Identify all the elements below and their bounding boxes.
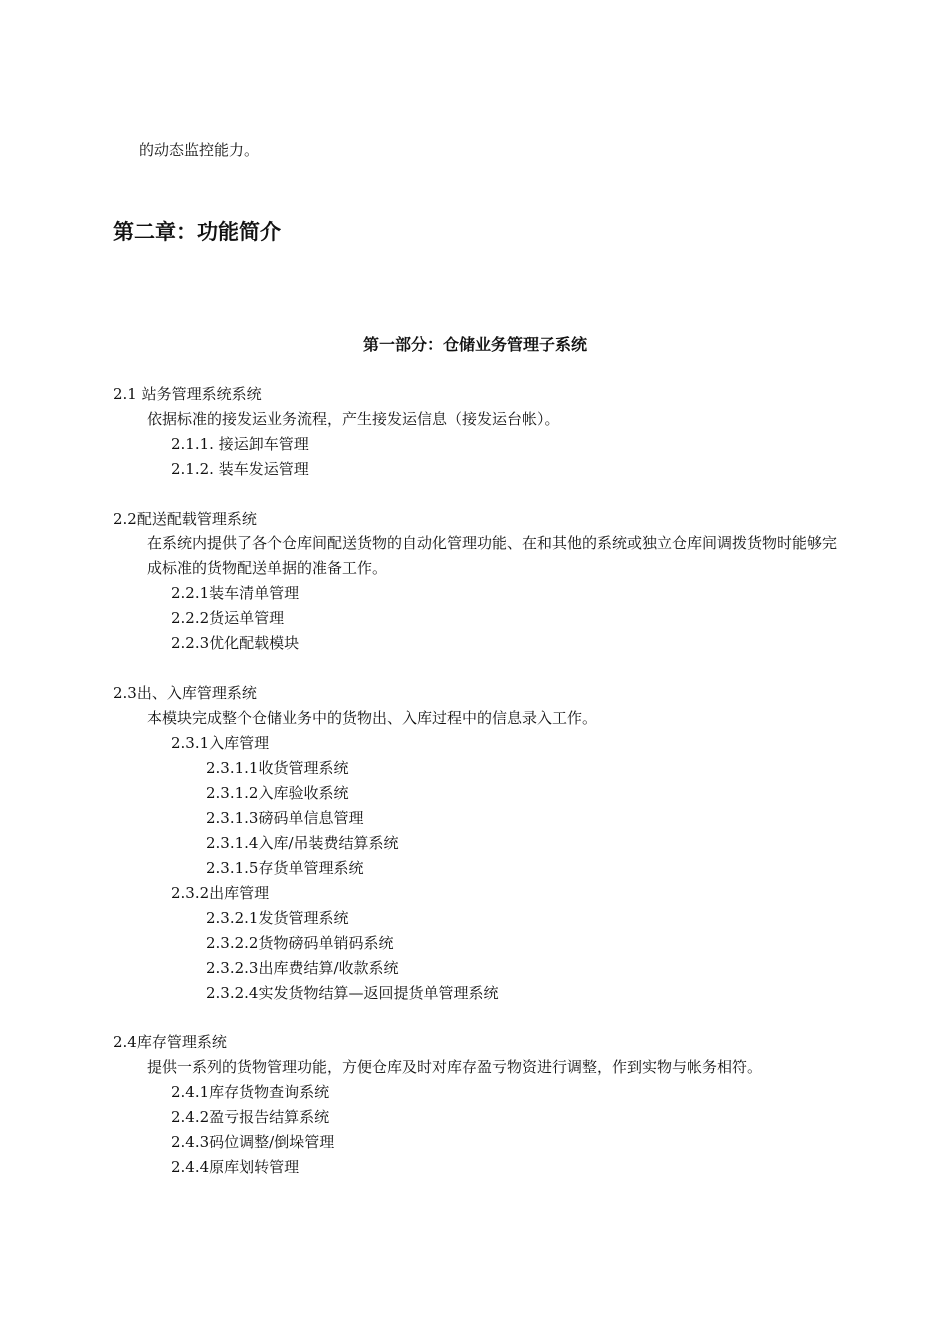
section-2-3-title: 2.3出、入库管理系统	[113, 684, 257, 702]
section-2-1-title: 2.1 站务管理系统系统	[113, 385, 262, 403]
section-2-1-desc: 依据标准的接发运业务流程，产生接发运信息（接发运台帐）。	[147, 410, 560, 428]
intro-text: 的动态监控能力。	[139, 141, 260, 159]
list-item: 2.4.1库存货物查询系统	[171, 1083, 330, 1101]
list-item: 2.3.2.2货物磅码单销码系统	[206, 934, 394, 952]
section-2-3-desc: 本模块完成整个仓储业务中的货物出、入库过程中的信息录入工作。	[147, 709, 598, 727]
list-item: 2.3.1.4入库/吊装费结算系统	[206, 834, 399, 852]
list-item: 2.2.1装车清单管理	[171, 584, 300, 602]
list-item: 2.4.3码位调整/倒垛管理	[171, 1133, 335, 1151]
list-item: 2.1.1. 接运卸车管理	[171, 435, 309, 453]
list-item: 2.3.2.3出库费结算/收款系统	[206, 959, 399, 977]
section-2-4-title: 2.4库存管理系统	[113, 1033, 227, 1051]
chapter-heading: 第二章：功能简介	[113, 220, 281, 244]
list-item: 2.2.3优化配载模块	[171, 634, 300, 652]
section-2-2-desc: 在系统内提供了各个仓库间配送货物的自动化管理功能、在和其他的系统或独立仓库间调拨货物时能够完成标准的货物配送单据的准备工作。	[147, 534, 838, 577]
list-item: 2.1.2. 装车发运管理	[171, 460, 309, 478]
subsection-2-3-2-title: 2.3.2出库管理	[171, 884, 270, 902]
list-item: 2.3.1.3磅码单信息管理	[206, 809, 364, 827]
list-item: 2.4.2盈亏报告结算系统	[171, 1108, 330, 1126]
part-heading: 第一部分：仓储业务管理子系统	[362, 335, 587, 354]
list-item: 2.3.1.1收货管理系统	[206, 759, 349, 777]
section-2-4-desc: 提供一系列的货物管理功能，方便仓库及时对库存盈亏物资进行调整，作到实物与帐务相符。	[147, 1058, 763, 1076]
list-item: 2.2.2货运单管理	[171, 609, 285, 627]
section-2-2-title: 2.2配送配载管理系统	[113, 510, 257, 528]
list-item: 2.4.4原库划转管理	[171, 1158, 300, 1176]
subsection-2-3-1-title: 2.3.1入库管理	[171, 734, 270, 752]
list-item: 2.3.2.1发货管理系统	[206, 909, 349, 927]
list-item: 2.3.2.4实发货物结算—返回提货单管理系统	[206, 984, 499, 1002]
list-item: 2.3.1.2入库验收系统	[206, 784, 349, 802]
list-item: 2.3.1.5存货单管理系统	[206, 859, 364, 877]
